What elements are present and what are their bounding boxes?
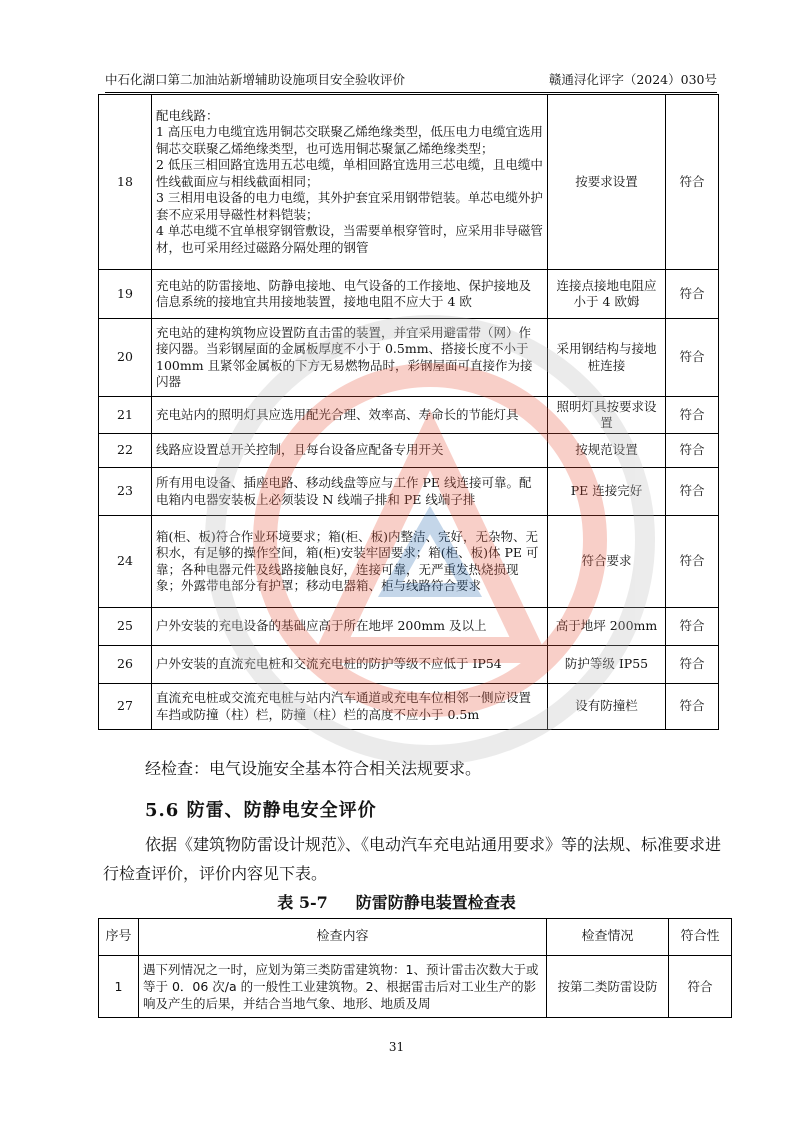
content-line: 2 低压三相回路宜选用五芯电缆，单相回路宜选用三芯电缆，且电缆中性线截面应与相线截面相同； [156,157,543,189]
row-status: 按第二类防雷设防 [547,956,669,1018]
table-caption-text: 防雷防静电装置检查表 [355,893,516,912]
table-header-row [99,919,732,956]
table-row [99,608,719,646]
row-status: 照明灯具按要求设置 [548,397,666,434]
content-line: 箱(柜、板)符合作业环境要求；箱(柜、板)内整洁、完好，无杂物、无积水，有足够的操作空间，箱(柜)安装牢固要求；箱(柜、板)体 PE 可靠；各种电器元件及线路接触良好，连接可靠，无严重发热烧损现象；外露带电部分有护罩；移动电器箱、柜与线路符合要求 [156,528,539,593]
row-num: 25 [99,608,152,646]
row-result: 符合 [666,684,719,730]
header-title: 中石化湖口第二加油站新增辅助设施项目安全验收评价 [105,72,406,87]
row-content [152,516,548,608]
table-row [99,270,719,319]
row-num: 20 [99,319,152,397]
row-result: 符合 [666,468,719,516]
row-status: 连接点接地电阻应小于 4 欧姆 [548,270,666,319]
content-line: 直流充电桩或交流充电桩与站内汽车通道或充电车位相邻一侧应设置车挡或防撞（柱）栏，防撞（柱）栏的高度不应小于 0.5m [156,690,532,722]
content-line: 3 三相用电设备的电力电缆，其外护套宜采用钢带铠装。单芯电缆外护套不应采用导磁性材料铠装； [156,190,543,222]
content-line: 充电站内的照明灯具应选用配光合理、效率高、寿命长的节能灯具 [156,406,519,422]
row-num: 19 [99,270,152,319]
table-row [99,397,719,434]
row-status: 采用钢结构与接地桩连接 [548,319,666,397]
row-num: 23 [99,468,152,516]
row-status: PE 连接完好 [548,468,666,516]
row-num: 21 [99,397,152,434]
header-result: 符合性 [669,919,732,956]
row-result: 符合 [666,434,719,468]
section-paragraph [103,830,723,888]
table-row [99,516,719,608]
row-content [152,434,548,468]
inspection-conclusion: 经检查：电气设施安全基本符合相关法规要求。 [145,759,482,778]
row-result: 符合 [666,95,719,270]
row-result: 符合 [666,646,719,684]
row-content [152,319,548,397]
header-status: 检查情况 [547,919,669,956]
row-result: 符合 [669,956,732,1018]
row-result: 符合 [666,516,719,608]
table-row [99,956,732,1018]
row-content [152,270,548,319]
page-number: 31 [388,1040,405,1054]
row-status: 按规范设置 [548,434,666,468]
row-content [152,397,548,434]
row-status: 设有防撞栏 [548,684,666,730]
header-doc-number: 赣通浔化评字（2024）030号 [548,72,717,87]
table-row [99,646,719,684]
row-num: 1 [99,956,139,1018]
table-row [99,319,719,397]
table-row [99,468,719,516]
row-num: 24 [99,516,152,608]
content-line: 户外安装的充电设备的基础应高于所在地坪 200mm 及以上 [156,618,487,634]
page-header [105,70,717,93]
electrical-check-table [98,94,719,730]
row-num: 26 [99,646,152,684]
header-num: 序号 [99,919,139,956]
row-content [152,646,548,684]
row-content [152,468,548,516]
table-caption [0,890,793,913]
content-line: 户外安装的直流充电桩和交流充电桩的防护等级不应低于 IP54 [156,656,502,672]
row-content [152,684,548,730]
row-num: 27 [99,684,152,730]
section-title: 5.6 防雷、防静电安全评价 [145,800,377,821]
row-status: 防护等级 IP55 [548,646,666,684]
content-line: 充电站的防雷接地、防静电接地、电气设备的工作接地、保护接地及信息系统的接地宜共用接地装置，接地电阻不应大于 4 欧 [156,277,532,309]
header-content: 检查内容 [139,919,547,956]
row-status: 符合要求 [548,516,666,608]
table-caption-number: 表 5-7 [277,893,328,912]
row-content [152,95,548,270]
row-content [152,608,548,646]
content-line: 4 单芯电缆不宜单根穿钢管敷设，当需要单根穿管时，应采用非导磁管材，也可采用经过磁路分隔处理的钢管 [156,223,543,255]
table-row [99,434,719,468]
table-row [99,95,719,270]
row-content: 遇下列情况之一时，应划为第三类防雷建筑物：1、预计雷击次数大于或等于 0．06 次/a 的一般性工业建筑物。2、根据雷击后对工业生产的影响及产生的后果，并结合当地气象、地形、地质及周 [139,956,547,1018]
row-result: 符合 [666,397,719,434]
row-result: 符合 [666,608,719,646]
row-num: 18 [99,95,152,270]
content-line: 1 高压电力电缆宜选用铜芯交联聚乙烯绝缘类型，低压电力电缆宜选用铜芯交联聚乙烯绝缘类型，也可选用铜芯聚氯乙烯绝缘类型； [156,124,543,156]
row-num: 22 [99,434,152,468]
content-line: 配电线路： [156,107,219,123]
row-status: 高于地坪 200mm [548,608,666,646]
row-result: 符合 [666,270,719,319]
row-result: 符合 [666,319,719,397]
content-line: 线路应设置总开关控制，且每台设备应配备专用开关 [156,442,444,458]
row-status: 按要求设置 [548,95,666,270]
lightning-protection-table [98,918,732,1018]
content-line: 充电站的建构筑物应设置防直击雷的装置，并宜采用避雷带（网）作接闪器。当彩钢屋面的金属板厚度不小于 0.5mm、搭接长度不小于 100mm 且紧邻金属板的下方无易燃物品时，彩钢屋面可直接作为接闪器 [156,324,533,389]
section-paragraph-text: 依据《建筑物防雷设计规范》、《电动汽车充电站通用要求》等的法规、标准要求进行检查评价，评价内容见下表。 [103,835,722,883]
content-line: 所有用电设备、插座电路、移动线盘等应与工作 PE 线连接可靠。配电箱内电器安装板上必须装设 N 线端子排和 PE 线端子排 [156,475,532,507]
table-row [99,684,719,730]
